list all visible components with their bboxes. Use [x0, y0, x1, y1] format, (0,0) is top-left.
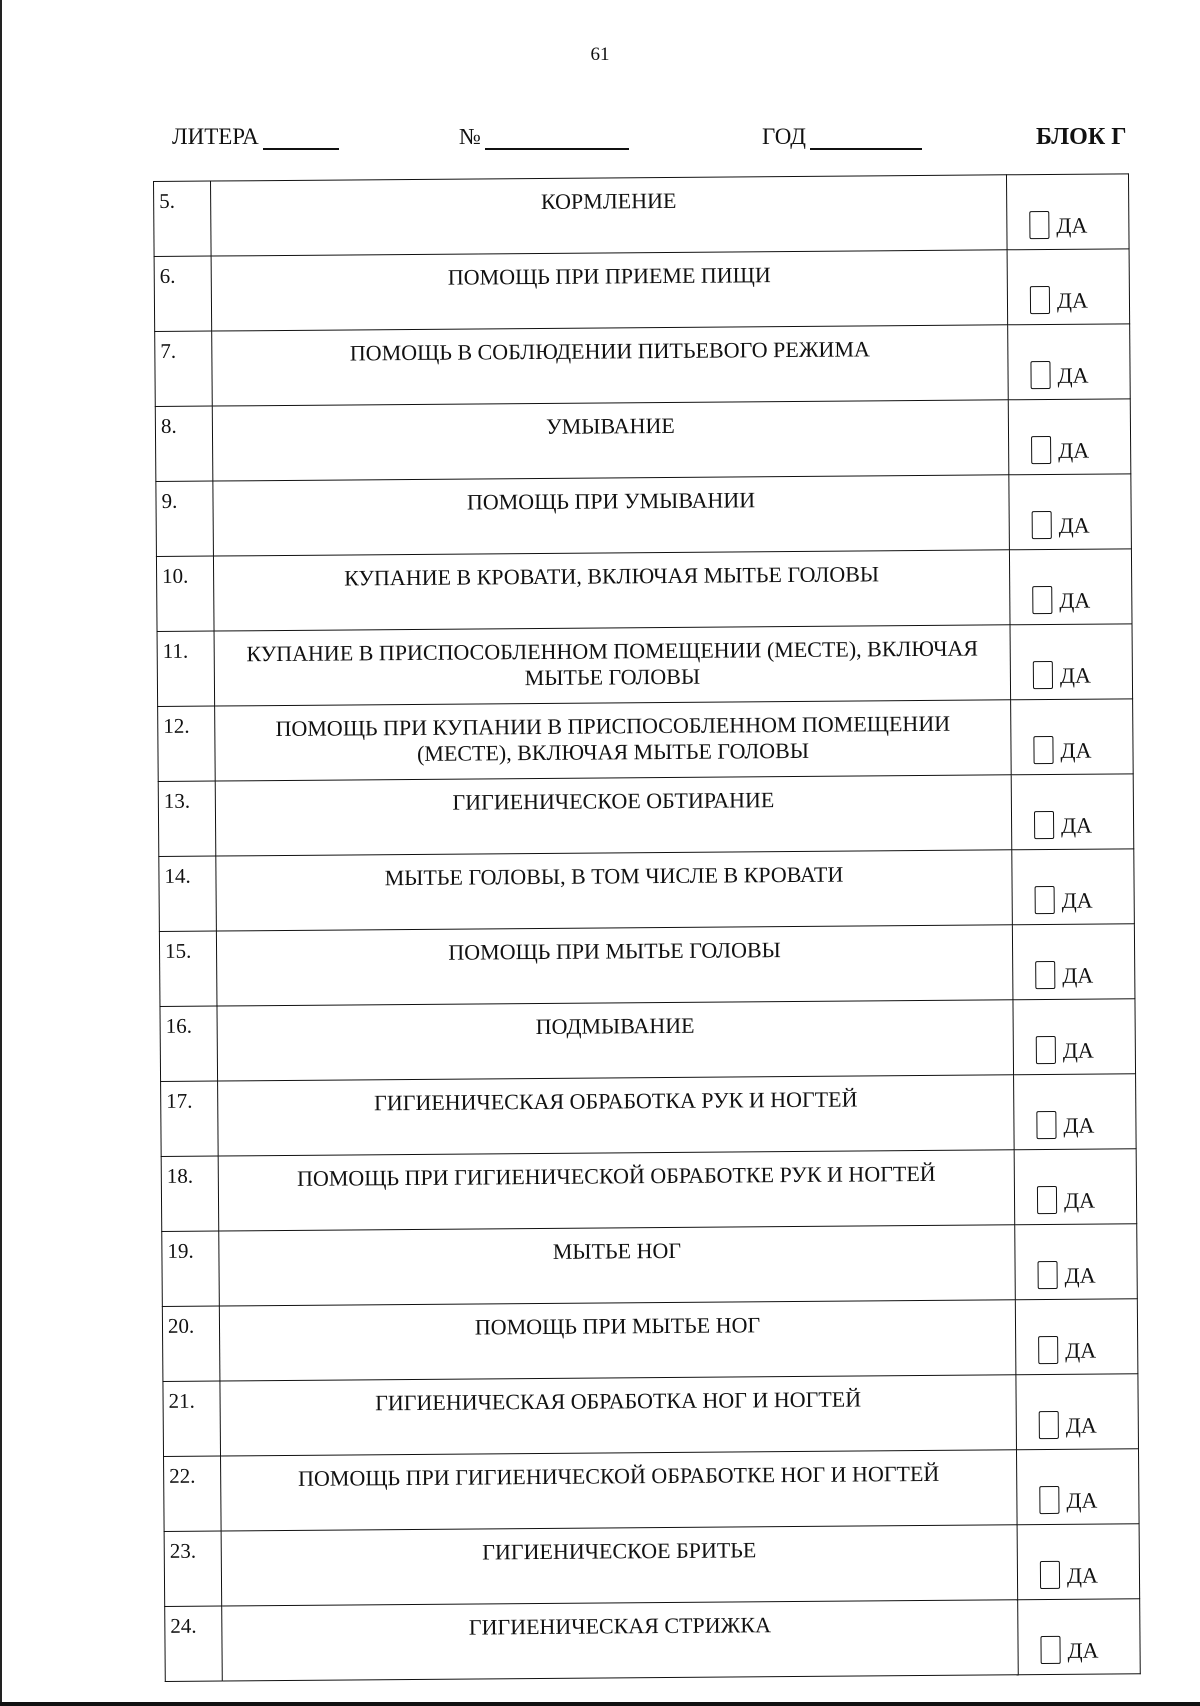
form-table	[153, 173, 1141, 1682]
table-row	[164, 1449, 1140, 1532]
number-blank[interactable]	[485, 126, 629, 150]
row-description: ГИГИЕНИЧЕСКАЯ СТРИЖКА	[222, 1600, 1019, 1681]
yes-checkbox[interactable]	[1038, 1261, 1058, 1289]
row-description: ПОМОЩЬ В СОБЛЮДЕНИИ ПИТЬЕВОГО РЕЖИМА	[212, 325, 1009, 406]
row-description: ПОМОЩЬ ПРИ ГИГИЕНИЧЕСКОЙ ОБРАБОТКЕ РУК И НОГТЕЙ	[218, 1150, 1015, 1231]
yes-checkbox[interactable]	[1039, 1486, 1059, 1514]
yes-label: ДА	[1066, 1487, 1098, 1513]
table-row	[155, 399, 1131, 482]
table-row	[158, 699, 1134, 782]
yes-checkbox[interactable]	[1030, 361, 1050, 389]
table-row	[155, 324, 1131, 407]
litera-field	[172, 124, 339, 150]
row-number: 12.	[158, 706, 216, 781]
table-row	[158, 774, 1134, 857]
yes-checkbox[interactable]	[1034, 811, 1054, 839]
yes-checkbox[interactable]	[1032, 586, 1052, 614]
row-number: 15.	[159, 931, 217, 1006]
yes-label: ДА	[1063, 1187, 1096, 1213]
table-row	[164, 1524, 1140, 1607]
yes-label: ДА	[1062, 962, 1094, 988]
yes-option	[1009, 474, 1132, 550]
row-number: 9.	[156, 481, 214, 556]
yes-label: ДА	[1059, 587, 1091, 613]
table-row	[161, 1074, 1137, 1157]
yes-checkbox[interactable]	[1040, 1636, 1060, 1664]
row-description: ПОМОЩЬ ПРИ ПРИЕМЕ ПИЩИ	[211, 250, 1008, 331]
table-row	[159, 849, 1135, 932]
yes-checkbox[interactable]	[1029, 211, 1049, 239]
form-header	[0, 124, 1200, 164]
table-row	[165, 1599, 1141, 1682]
yes-option	[1008, 399, 1131, 475]
number-field	[459, 124, 629, 150]
table-row	[154, 249, 1130, 332]
row-description: МЫТЬЕ ГОЛОВЫ, В ТОМ ЧИСЛЕ В КРОВАТИ	[216, 850, 1013, 931]
row-number: 24.	[165, 1606, 223, 1681]
row-description: ПОМОЩЬ ПРИ ГИГИЕНИЧЕСКОЙ ОБРАБОТКЕ НОГ И НОГТЕЙ	[221, 1450, 1018, 1531]
row-description: УМЫВАНИЕ	[212, 400, 1009, 481]
year-label: ГОД	[762, 124, 806, 149]
row-description: ГИГИЕНИЧЕСКАЯ ОБРАБОТКА РУК И НОГТЕЙ	[218, 1075, 1015, 1156]
row-number: 5.	[154, 181, 212, 256]
yes-label: ДА	[1062, 1037, 1094, 1063]
yes-label: ДА	[1063, 1112, 1095, 1138]
table-row	[156, 474, 1132, 557]
scan-edge-left	[0, 0, 2, 1706]
row-number: 14.	[159, 856, 217, 931]
yes-label: ДА	[1066, 1562, 1098, 1588]
yes-option	[1007, 249, 1130, 325]
row-description: ПОМОЩЬ ПРИ УМЫВАНИИ	[213, 475, 1010, 556]
row-description: КОРМЛЕНИЕ	[211, 175, 1008, 256]
yes-option	[1014, 1149, 1137, 1225]
litera-label: ЛИТЕРА	[172, 124, 259, 149]
yes-checkbox[interactable]	[1031, 436, 1051, 464]
form-table-wrap	[153, 173, 1140, 1682]
page-number: 61	[590, 44, 610, 65]
yes-label: ДА	[1059, 662, 1091, 688]
yes-checkbox[interactable]	[1035, 961, 1055, 989]
row-number: 10.	[156, 556, 214, 631]
yes-checkbox[interactable]	[1036, 1036, 1056, 1064]
yes-option	[1011, 774, 1134, 850]
table-row	[161, 1149, 1137, 1232]
row-description: МЫТЬЕ НОГ	[219, 1225, 1016, 1306]
yes-label: ДА	[1058, 437, 1090, 463]
yes-label: ДА	[1065, 1337, 1097, 1363]
row-number: 17.	[161, 1081, 219, 1156]
yes-label: ДА	[1064, 1262, 1096, 1288]
row-number: 22.	[164, 1456, 222, 1531]
table-row	[154, 174, 1130, 257]
yes-label: ДА	[1060, 737, 1092, 763]
yes-checkbox[interactable]	[1039, 1411, 1059, 1439]
number-label: №	[459, 124, 481, 149]
row-description: КУПАНИЕ В КРОВАТИ, ВКЛЮЧАЯ МЫТЬЕ ГОЛОВЫ	[213, 550, 1010, 631]
yes-label: ДА	[1067, 1637, 1099, 1663]
yes-option	[1006, 174, 1129, 250]
row-number: 6.	[154, 256, 212, 331]
yes-option	[1014, 1074, 1137, 1150]
row-number: 20.	[162, 1306, 220, 1381]
row-number: 19.	[162, 1231, 220, 1306]
yes-checkbox[interactable]	[1036, 1111, 1056, 1139]
table-row	[159, 924, 1135, 1007]
row-number: 16.	[160, 1006, 218, 1081]
table-row	[162, 1224, 1138, 1307]
table-row	[156, 549, 1132, 632]
yes-option	[1017, 1524, 1140, 1600]
row-number: 11.	[157, 631, 215, 706]
year-field	[762, 124, 922, 150]
row-number: 21.	[163, 1381, 221, 1456]
yes-checkbox[interactable]	[1035, 886, 1055, 914]
row-description: ГИГИЕНИЧЕСКАЯ ОБРАБОТКА НОГ И НОГТЕЙ	[220, 1375, 1017, 1456]
yes-option	[1008, 324, 1131, 400]
yes-option	[1012, 924, 1135, 1000]
yes-option	[1016, 1449, 1139, 1525]
yes-label: ДА	[1056, 212, 1088, 238]
table-row	[163, 1374, 1139, 1457]
yes-checkbox[interactable]	[1033, 736, 1053, 764]
yes-checkbox[interactable]	[1040, 1561, 1060, 1589]
yes-option	[1018, 1599, 1141, 1675]
row-description: ГИГИЕНИЧЕСКОЕ БРИТЬЕ	[221, 1525, 1018, 1606]
yes-label: ДА	[1058, 512, 1090, 538]
yes-option	[1011, 699, 1134, 775]
row-number: 18.	[161, 1156, 219, 1231]
yes-option	[1012, 849, 1135, 925]
row-number: 7.	[155, 331, 213, 406]
yes-checkbox[interactable]	[1033, 661, 1053, 689]
table-row	[160, 999, 1136, 1082]
yes-option	[1009, 549, 1132, 625]
form-rows	[154, 174, 1141, 1682]
row-number: 8.	[155, 406, 213, 481]
yes-option	[1015, 1224, 1138, 1300]
row-number: 23.	[164, 1531, 222, 1606]
row-description: ГИГИЕНИЧЕСКОЕ ОБТИРАНИЕ	[215, 775, 1012, 856]
row-description: ПОМОЩЬ ПРИ МЫТЬЕ ГОЛОВЫ	[216, 925, 1013, 1006]
table-row	[162, 1299, 1138, 1382]
yes-label: ДА	[1060, 812, 1093, 838]
row-description: ПОМОЩЬ ПРИ КУПАНИИ В ПРИСПОСОБЛЕННОМ ПОМЕЩЕНИИ (МЕСТЕ), ВКЛЮЧАЯ МЫТЬЕ ГОЛОВЫ	[215, 700, 1012, 781]
yes-checkbox[interactable]	[1038, 1336, 1058, 1364]
row-number: 13.	[158, 781, 216, 856]
yes-checkbox[interactable]	[1030, 286, 1050, 314]
yes-checkbox[interactable]	[1032, 511, 1052, 539]
yes-label: ДА	[1056, 287, 1088, 313]
year-blank[interactable]	[810, 126, 922, 150]
table-row	[157, 624, 1133, 707]
yes-checkbox[interactable]	[1037, 1186, 1057, 1214]
yes-option	[1016, 1374, 1139, 1450]
block-label: БЛОК Г	[1036, 124, 1127, 150]
yes-option	[1013, 999, 1136, 1075]
yes-option	[1010, 624, 1133, 700]
row-description: ПОДМЫВАНИЕ	[217, 1000, 1014, 1081]
row-description: КУПАНИЕ В ПРИСПОСОБЛЕННОМ ПОМЕЩЕНИИ (МЕСТЕ), ВКЛЮЧАЯ МЫТЬЕ ГОЛОВЫ	[214, 625, 1011, 706]
yes-option	[1015, 1299, 1138, 1375]
yes-label: ДА	[1057, 362, 1089, 388]
yes-label: ДА	[1061, 887, 1093, 913]
scan-edge-bottom	[0, 1702, 1200, 1706]
row-description: ПОМОЩЬ ПРИ МЫТЬЕ НОГ	[219, 1300, 1016, 1381]
litera-blank[interactable]	[263, 126, 339, 150]
yes-label: ДА	[1065, 1412, 1097, 1438]
